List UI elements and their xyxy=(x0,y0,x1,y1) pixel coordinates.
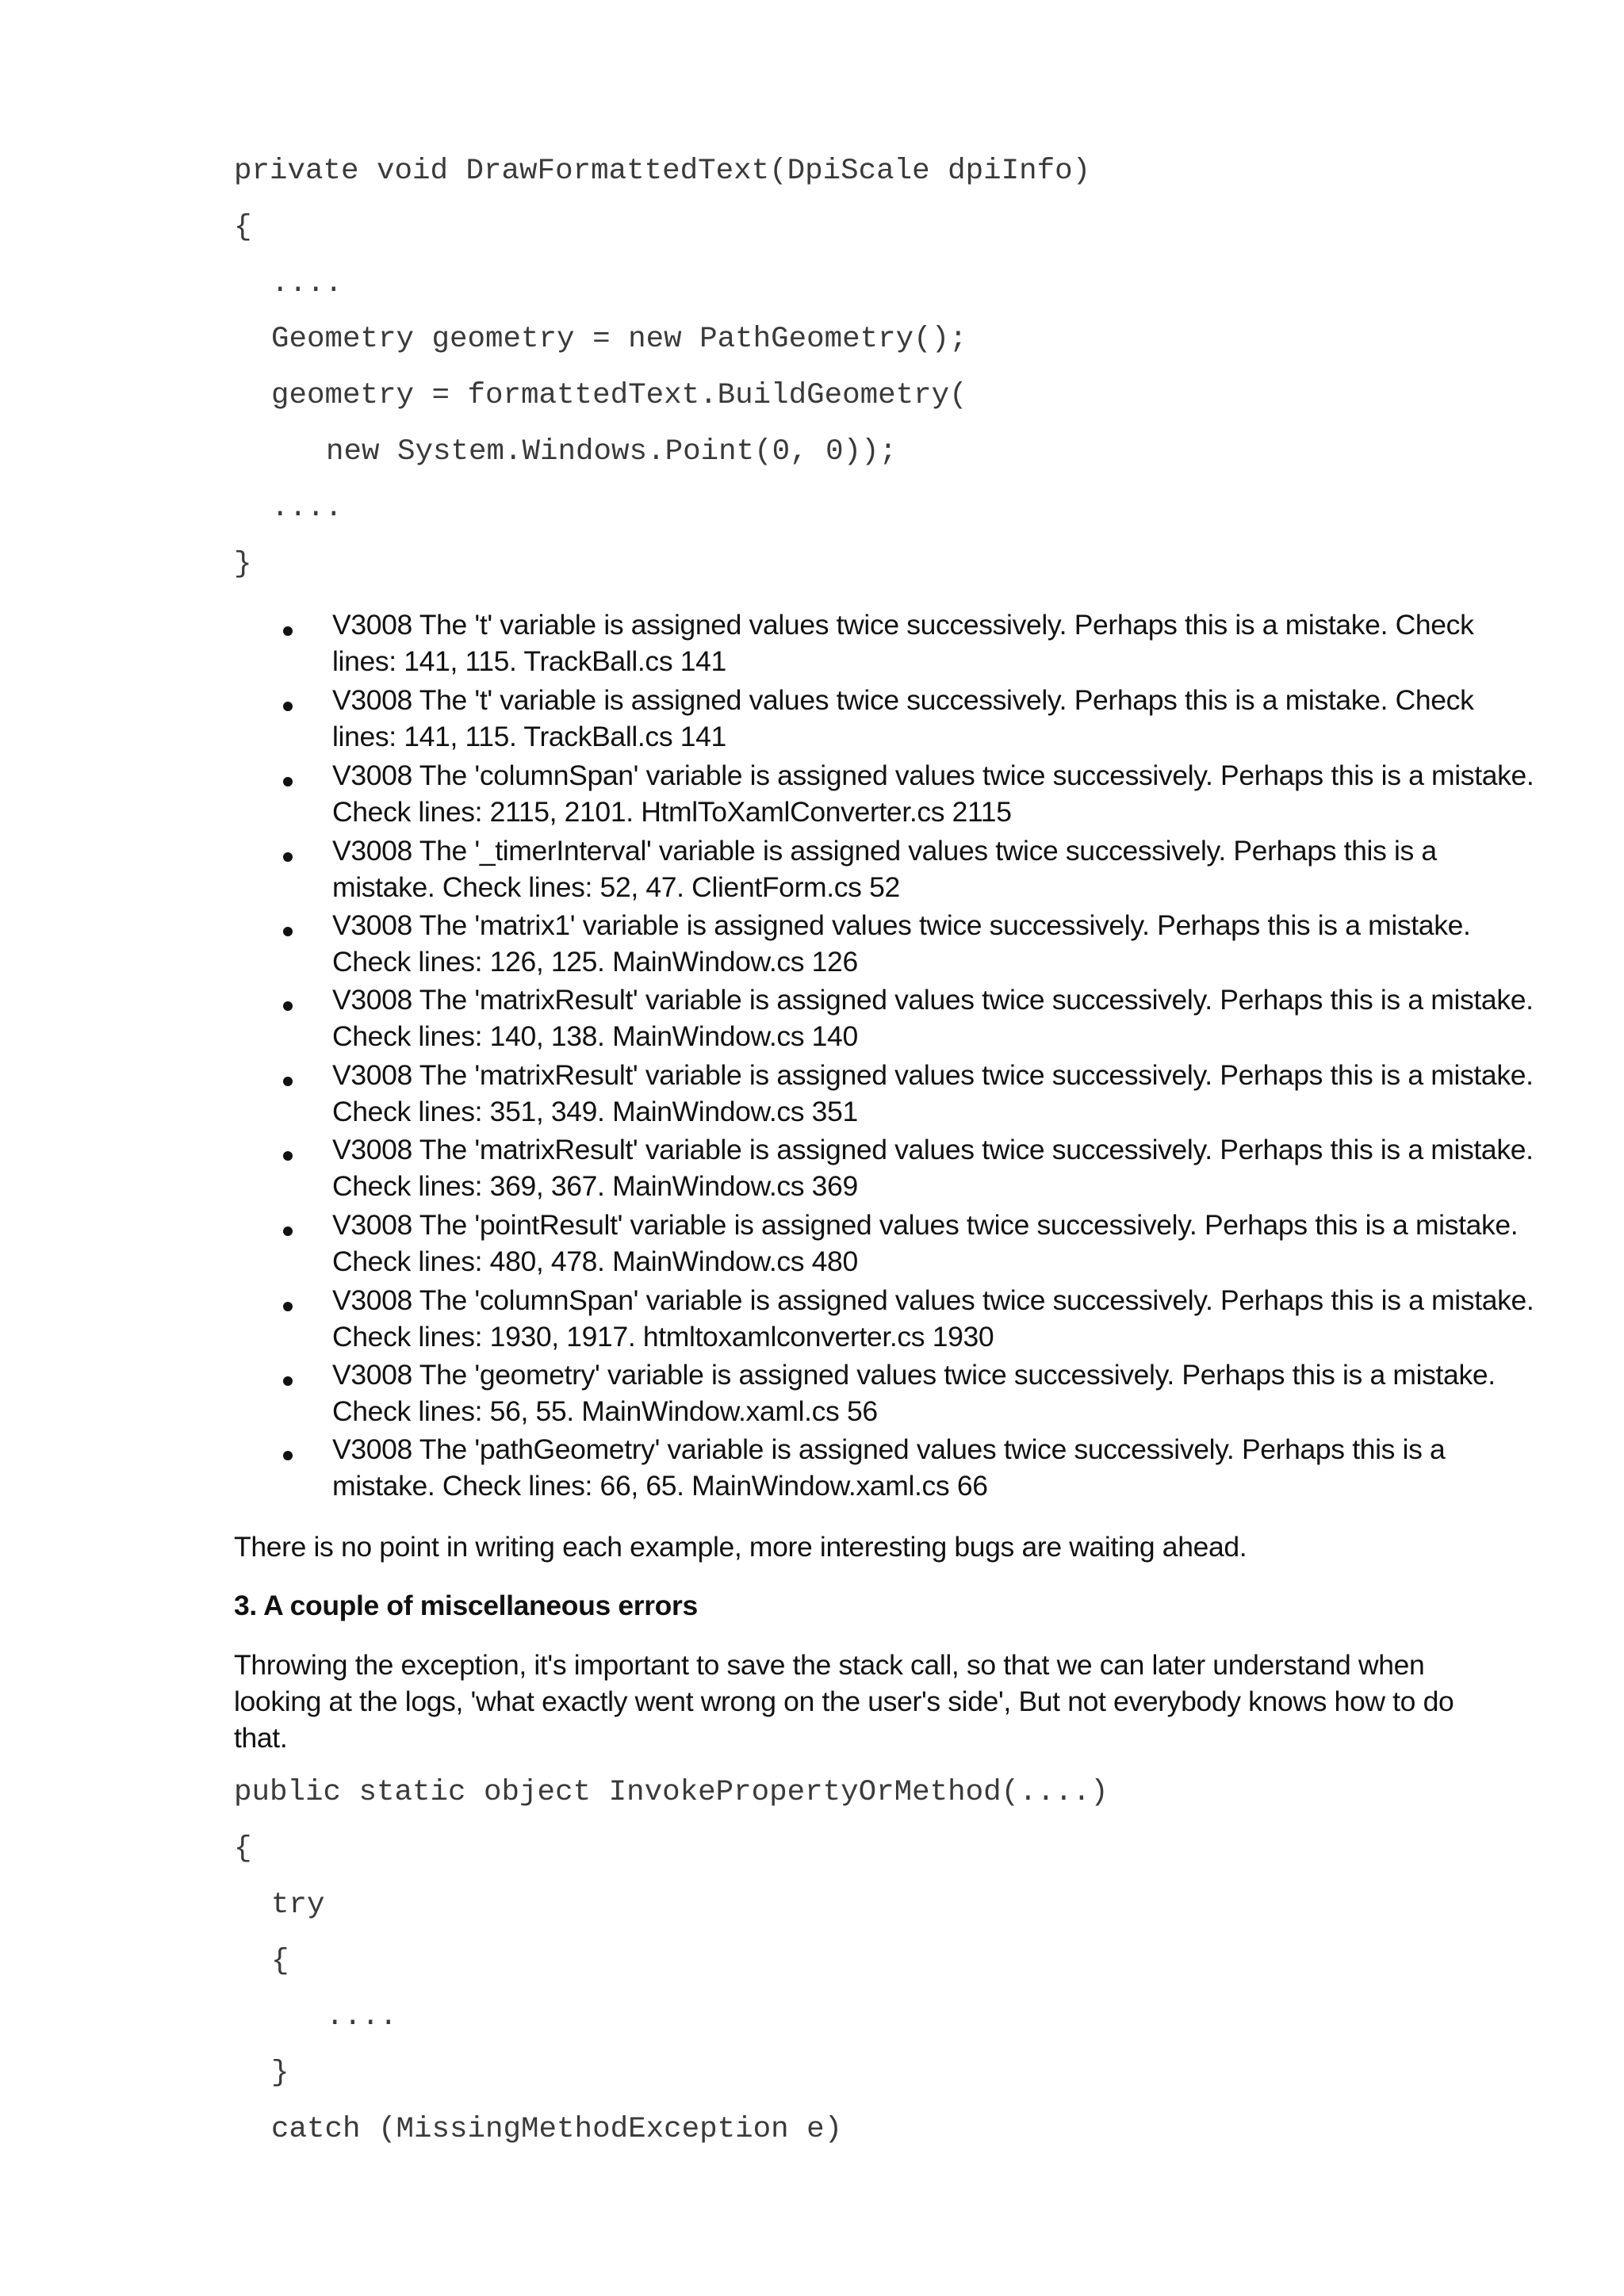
code-line: .... xyxy=(271,267,343,300)
warning-text: V3008 The 'pointResult' variable is assigned values twice successively. Perhaps this is a mistake. Check lines: 480, 478. MainWindow.cs 480 xyxy=(332,1209,1519,1277)
code-line: { xyxy=(234,211,252,244)
bullet-icon xyxy=(283,777,293,786)
warning-text: V3008 The 'geometry' variable is assigned values twice successively. Perhaps this is a mistake. Check lines: 56, 55. MainWindow.xaml.cs 56 xyxy=(332,1359,1496,1427)
bullet-icon xyxy=(283,1451,293,1460)
code-line: public static object InvokePropertyOrMethod(....) xyxy=(234,1776,1109,1809)
paragraph: There is no point in writing each example, more interesting bugs are waiting ahead. xyxy=(234,1531,1247,1563)
bullet-icon xyxy=(283,1226,293,1236)
code-line: Geometry geometry = new PathGeometry(); xyxy=(271,323,967,356)
code-line: geometry = formattedText.BuildGeometry( xyxy=(271,379,967,412)
code-line: private void DrawFormattedText(DpiScale dpiInfo) xyxy=(234,155,1091,188)
bullet-icon xyxy=(283,1376,293,1386)
bullet-icon xyxy=(283,702,293,711)
bullet-icon xyxy=(283,626,293,636)
warning-text: V3008 The 'matrixResult' variable is assigned values twice successively. Perhaps this is a mistake. Check lines: 351, 349. MainWindow.cs 351 xyxy=(332,1059,1534,1127)
warning-text: V3008 The '_timerInterval' variable is assigned values twice successively. Perhaps this is a mistake. Check lines: 52, 47. ClientForm.cs 52 xyxy=(332,835,1437,903)
code-line: { xyxy=(271,1945,289,1978)
bullet-icon xyxy=(283,1302,293,1311)
bullet-icon xyxy=(283,852,293,862)
paragraph-line: that. xyxy=(234,1722,288,1754)
bullet-icon xyxy=(283,1001,293,1011)
warning-text: V3008 The 'matrixResult' variable is assigned values twice successively. Perhaps this is a mistake. Check lines: 140, 138. MainWindow.cs 140 xyxy=(332,984,1534,1052)
code-line: } xyxy=(234,548,252,581)
code-line: catch (MissingMethodException e) xyxy=(271,2113,843,2146)
warning-text: V3008 The 't' variable is assigned values twice successively. Perhaps this is a mistake. Check lines: 141, 115. TrackBall.cs 141 xyxy=(332,684,1474,752)
warning-text: V3008 The 'columnSpan' variable is assigned values twice successively. Perhaps this is a mistake. Check lines: 2115, 2101. HtmlToXamlConverter.cs 2115 xyxy=(332,760,1534,828)
paragraph-line: Throwing the exception, it's important to save the stack call, so that we can later understand when xyxy=(234,1649,1425,1681)
code-line: try xyxy=(271,1888,325,1922)
code-line: { xyxy=(234,1832,252,1866)
paragraph xyxy=(234,1647,1534,1756)
code-line: } xyxy=(271,2057,289,2090)
warning-text: V3008 The 'matrixResult' variable is assigned values twice successively. Perhaps this is a mistake. Check lines: 369, 367. MainWindow.cs 369 xyxy=(332,1134,1534,1202)
warning-text: V3008 The 't' variable is assigned values twice successively. Perhaps this is a mistake. Check lines: 141, 115. TrackBall.cs 141 xyxy=(332,609,1474,677)
warning-text: V3008 The 'matrix1' variable is assigned values twice successively. Perhaps this is a mistake. Check lines: 126, 125. MainWindow.cs 126 xyxy=(332,909,1471,978)
code-line: new System.Windows.Point(0, 0)); xyxy=(326,435,898,469)
bullet-icon xyxy=(283,1077,293,1086)
bullet-icon xyxy=(283,1151,293,1161)
section-heading: 3. A couple of miscellaneous errors xyxy=(234,1590,698,1621)
paragraph-line: looking at the logs, 'what exactly went wrong on the user's side', But not everybody knows how to do xyxy=(234,1686,1454,1717)
warning-text: V3008 The 'columnSpan' variable is assigned values twice successively. Perhaps this is a mistake. Check lines: 1930, 1917. htmltoxamlconverter.cs 1930 xyxy=(332,1284,1534,1353)
code-line: .... xyxy=(326,2000,398,2034)
warning-text: V3008 The 'pathGeometry' variable is assigned values twice successively. Perhaps this is a mistake. Check lines: 66, 65. MainWindow.xaml.cs 66 xyxy=(332,1433,1446,1502)
bullet-icon xyxy=(283,927,293,936)
code-line: .... xyxy=(271,492,343,525)
